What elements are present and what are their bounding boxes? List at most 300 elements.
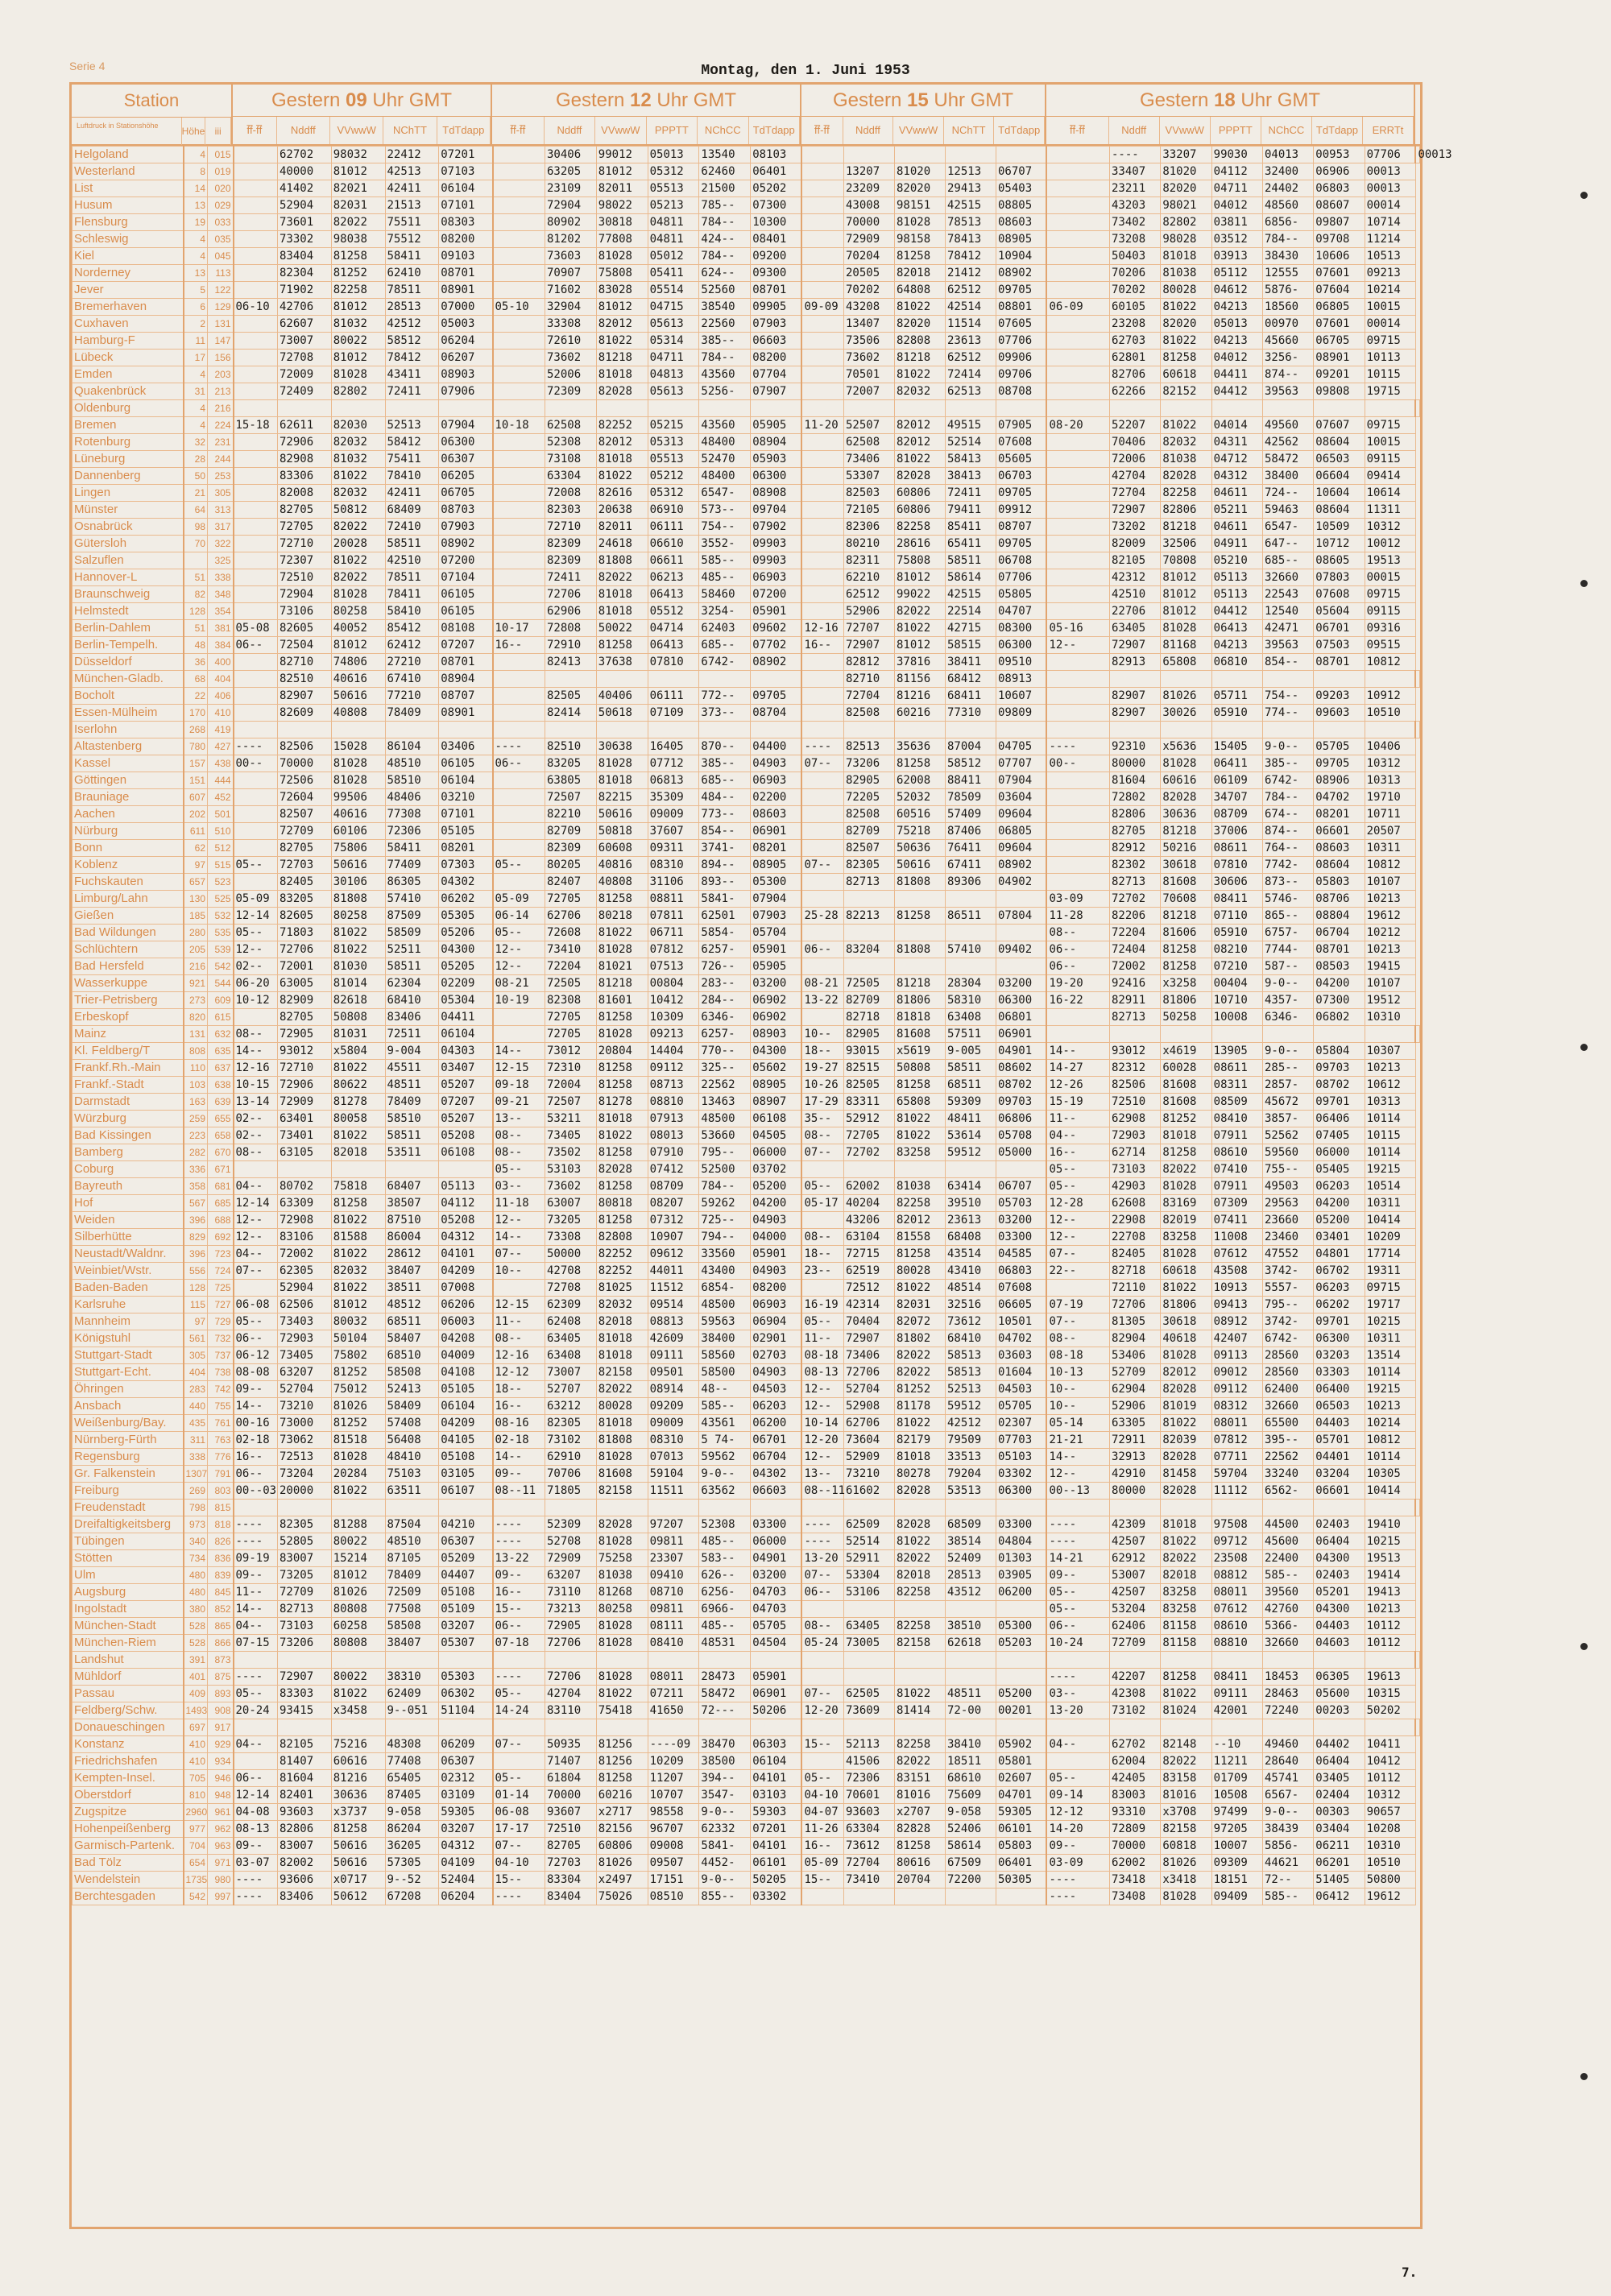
- observation-cell: 52562: [1262, 1127, 1313, 1144]
- observation-cell: 81608: [1161, 874, 1211, 891]
- observation-cell: 82022: [1161, 1753, 1211, 1770]
- observation-cell: [234, 468, 278, 485]
- observation-cell: 08604: [1314, 434, 1365, 451]
- observation-cell: 81258: [596, 891, 648, 908]
- station-height: 528: [184, 1635, 208, 1652]
- observation-cell: 58512: [385, 333, 439, 350]
- subcolumn-header: NChTT: [944, 117, 995, 144]
- station-height: 268: [184, 722, 208, 738]
- observation-cell: 57408: [385, 1415, 439, 1432]
- observation-cell: 08906: [1314, 772, 1365, 789]
- observation-cell: 72705: [843, 1127, 894, 1144]
- observation-cell: 93012: [1109, 1043, 1160, 1060]
- observation-cell: [1046, 1009, 1109, 1026]
- observation-cell: 12-14: [234, 908, 278, 925]
- station-height: 51: [184, 620, 208, 637]
- observation-cell: 04-10: [493, 1855, 545, 1872]
- observation-cell: 57305: [385, 1855, 439, 1872]
- observation-cell: 48500: [699, 1297, 751, 1313]
- observation-cell: 58409: [385, 1398, 439, 1415]
- observation-cell: 09706: [996, 366, 1046, 383]
- observation-cell: 79204: [945, 1466, 996, 1483]
- observation-cell: 98151: [894, 197, 945, 214]
- subcolumn-header: TdTdapp: [749, 117, 800, 144]
- station-name: Hannover-L: [72, 569, 184, 586]
- observation-cell: 81012: [1161, 603, 1211, 620]
- observation-cell: 9-0--: [1262, 975, 1313, 992]
- observation-cell: 13-22: [493, 1550, 545, 1567]
- observation-cell: 07903: [751, 316, 802, 333]
- observation-cell: [1211, 1500, 1262, 1516]
- observation-cell: 15214: [331, 1550, 385, 1567]
- station-index: 917: [208, 1719, 234, 1736]
- observation-cell: [439, 1652, 493, 1669]
- observation-cell: 12513: [945, 163, 996, 180]
- observation-cell: 82713: [278, 1601, 332, 1618]
- observation-cell: [801, 451, 843, 468]
- observation-cell: [278, 1161, 332, 1178]
- observation-cell: 08--: [801, 1127, 843, 1144]
- observation-cell: [234, 536, 278, 552]
- observation-cell: 63408: [545, 1347, 597, 1364]
- observation-cell: 09704: [751, 502, 802, 519]
- observation-cell: 87509: [385, 908, 439, 925]
- observation-cell: 04--: [1046, 1127, 1109, 1144]
- station-index: 946: [208, 1770, 234, 1787]
- observation-cell: 04402: [1314, 1736, 1365, 1753]
- observation-cell: 12-16: [234, 1060, 278, 1077]
- observation-cell: 09--: [1046, 1838, 1109, 1855]
- observation-cell: 09113: [1211, 1347, 1262, 1364]
- observation-cell: 81018: [596, 1111, 648, 1127]
- station-height: 358: [184, 1178, 208, 1195]
- observation-cell: 05300: [996, 1618, 1046, 1635]
- observation-cell: 10513: [1365, 248, 1415, 265]
- observation-cell: 06305: [1314, 1669, 1365, 1686]
- observation-cell: 09-14: [1046, 1787, 1109, 1804]
- observation-cell: 05303: [439, 1669, 493, 1686]
- observation-cell: [234, 400, 278, 417]
- observation-cell: 784--: [1262, 231, 1313, 248]
- observation-cell: 82258: [331, 282, 385, 299]
- observation-cell: 13--: [493, 1111, 545, 1127]
- observation-cell: 00--03: [234, 1483, 278, 1500]
- observation-cell: 06910: [648, 502, 699, 519]
- observation-cell: 41402: [278, 180, 332, 197]
- station-row: [72, 1127, 1420, 1144]
- observation-cell: 05--: [493, 1770, 545, 1787]
- observation-cell: 73204: [278, 1466, 332, 1483]
- observation-cell: 38439: [1262, 1821, 1313, 1838]
- station-row: [72, 569, 1420, 586]
- observation-cell: 06307: [439, 1533, 493, 1550]
- observation-cell: 52514: [843, 1533, 894, 1550]
- observation-cell: [648, 1719, 699, 1736]
- observation-cell: 81258: [894, 908, 945, 925]
- station-height: 14: [184, 180, 208, 197]
- observation-cell: 72504: [278, 637, 332, 654]
- observation-cell: 02403: [1314, 1516, 1365, 1533]
- observation-cell: 81178: [894, 1398, 945, 1415]
- station-name: Brauniage: [72, 789, 184, 806]
- station-index: 961: [208, 1804, 234, 1821]
- observation-cell: 81022: [596, 468, 648, 485]
- observation-cell: 23209: [843, 180, 894, 197]
- observation-cell: 81028: [1161, 1889, 1211, 1905]
- station-height: 269: [184, 1483, 208, 1500]
- observation-cell: 01303: [996, 1550, 1046, 1567]
- observation-cell: 485--: [699, 1533, 751, 1550]
- observation-cell: 82507: [278, 806, 332, 823]
- observation-cell: 08902: [996, 265, 1046, 282]
- observation-cell: 83028: [596, 282, 648, 299]
- observation-cell: [801, 705, 843, 722]
- time-group-title: Gestern 12 Uhr GMT: [492, 85, 801, 117]
- observation-cell: 3552-: [699, 536, 751, 552]
- observation-cell: 82718: [843, 1009, 894, 1026]
- observation-cell: 33240: [1262, 1466, 1313, 1483]
- observation-cell: 30106: [331, 874, 385, 891]
- observation-cell: 82508: [843, 806, 894, 823]
- observation-cell: 14-20: [1046, 1821, 1109, 1838]
- observation-cell: 16--: [1046, 1144, 1109, 1161]
- observation-cell: 38310: [385, 1669, 439, 1686]
- observation-cell: 62304: [385, 975, 439, 992]
- observation-cell: 75806: [331, 840, 385, 857]
- observation-cell: 82018: [1161, 1567, 1211, 1584]
- observation-cell: 14--: [1046, 1043, 1109, 1060]
- observation-cell: [234, 197, 278, 214]
- station-name: Bad Kissingen: [72, 1127, 184, 1144]
- observation-cell: 70202: [843, 282, 894, 299]
- observation-cell: 62912: [1109, 1550, 1160, 1567]
- observation-cell: 82012: [596, 434, 648, 451]
- observation-cell: 05108: [439, 1584, 493, 1601]
- station-name: Altastenberg: [72, 738, 184, 755]
- observation-cell: 22562: [699, 1077, 751, 1094]
- observation-cell: 88411: [945, 772, 996, 789]
- observation-cell: 07608: [996, 1280, 1046, 1297]
- observation-cell: 72240: [1262, 1702, 1313, 1719]
- observation-cell: 70608: [1161, 891, 1211, 908]
- observation-cell: 75258: [596, 1550, 648, 1567]
- observation-cell: 04811: [648, 214, 699, 231]
- observation-cell: [751, 400, 802, 417]
- observation-cell: 08805: [996, 197, 1046, 214]
- observation-cell: [1046, 1719, 1109, 1736]
- observation-cell: 73604: [843, 1432, 894, 1449]
- observation-cell: 10112: [1365, 1770, 1415, 1787]
- observation-cell: 3742-: [1262, 1313, 1313, 1330]
- observation-cell: 06111: [648, 519, 699, 536]
- observation-cell: 82905: [843, 772, 894, 789]
- observation-cell: 58513: [945, 1364, 996, 1381]
- observation-cell: 52514: [945, 434, 996, 451]
- observation-cell: 6257-: [699, 941, 751, 958]
- observation-cell: 81022: [331, 468, 385, 485]
- observation-cell: 05013: [1211, 316, 1262, 333]
- observation-cell: 10612: [1365, 1077, 1415, 1094]
- observation-cell: [1046, 502, 1109, 519]
- subcolumn-header: NChTT: [383, 117, 437, 144]
- observation-cell: [1046, 1500, 1109, 1516]
- station-row: [72, 620, 1420, 637]
- observation-cell: [1415, 1652, 1419, 1669]
- observation-cell: 81022: [1161, 1686, 1211, 1702]
- station-name: Tübingen: [72, 1533, 184, 1550]
- observation-cell: 73103: [1109, 1161, 1160, 1178]
- station-index: 615: [208, 1009, 234, 1026]
- observation-cell: 72802: [1109, 789, 1160, 806]
- observation-cell: 42708: [545, 1263, 597, 1280]
- station-index: 427: [208, 738, 234, 755]
- observation-cell: 81012: [331, 350, 385, 366]
- observation-cell: 50636: [894, 840, 945, 857]
- observation-cell: 68410: [945, 1330, 996, 1347]
- observation-cell: 05108: [439, 1449, 493, 1466]
- observation-cell: 72310: [545, 1060, 597, 1077]
- observation-cell: ----: [234, 1533, 278, 1550]
- observation-cell: 585--: [1262, 1567, 1313, 1584]
- observation-cell: 82032: [331, 1263, 385, 1280]
- observation-cell: 21500: [699, 180, 751, 197]
- observation-cell: 02-18: [493, 1432, 545, 1449]
- observation-cell: 82907: [278, 688, 332, 705]
- observation-cell: ----: [234, 738, 278, 755]
- observation-cell: 81518: [331, 1432, 385, 1449]
- observation-cell: 32660: [1262, 1398, 1313, 1415]
- station-height: 4: [184, 248, 208, 265]
- observation-cell: 10-19: [493, 992, 545, 1009]
- observation-cell: 81252: [331, 1415, 385, 1432]
- observation-cell: [278, 722, 332, 738]
- observation-cell: 08--: [234, 1026, 278, 1043]
- observation-cell: [1046, 857, 1109, 874]
- observation-cell: 03207: [439, 1618, 493, 1635]
- observation-cell: 81022: [331, 1686, 385, 1702]
- observation-cell: 81806: [894, 992, 945, 1009]
- observation-cell: [385, 1719, 439, 1736]
- observation-cell: 73401: [278, 1127, 332, 1144]
- observation-cell: 10311: [1365, 840, 1415, 857]
- observation-cell: ----: [493, 1516, 545, 1533]
- observation-cell: 10-14: [801, 1415, 843, 1432]
- observation-cell: 73210: [843, 1466, 894, 1483]
- observation-cell: 21513: [385, 197, 439, 214]
- observation-cell: 08605: [1314, 552, 1365, 569]
- observation-cell: 87510: [385, 1212, 439, 1229]
- observation-cell: 12-14: [234, 1787, 278, 1804]
- observation-cell: 02703: [751, 1347, 802, 1364]
- observation-cell: 73213: [545, 1601, 597, 1618]
- observation-cell: 09-18: [493, 1077, 545, 1094]
- observation-cell: 78509: [945, 789, 996, 806]
- observation-cell: 62607: [278, 316, 332, 333]
- observation-cell: [234, 163, 278, 180]
- station-index: 131: [208, 316, 234, 333]
- observation-cell: 81014: [331, 975, 385, 992]
- observation-cell: 07803: [1314, 569, 1365, 586]
- observation-cell: 60106: [331, 823, 385, 840]
- observation-cell: 06108: [751, 1111, 802, 1127]
- observation-cell: 81012: [596, 163, 648, 180]
- observation-cell: 07810: [1211, 857, 1262, 874]
- observation-cell: [493, 502, 545, 519]
- observation-cell: 39563: [1262, 637, 1313, 654]
- observation-cell: 82022: [894, 1753, 945, 1770]
- observation-cell: 16--: [493, 1398, 545, 1415]
- station-row: [72, 316, 1420, 333]
- observation-cell: 06-14: [493, 908, 545, 925]
- observation-cell: 30636: [1161, 806, 1211, 823]
- station-index: 020: [208, 180, 234, 197]
- station-index: 738: [208, 1364, 234, 1381]
- observation-cell: 764--: [1262, 840, 1313, 857]
- observation-cell: 78409: [385, 1094, 439, 1111]
- observation-cell: [1046, 333, 1109, 350]
- observation-cell: [493, 1719, 545, 1736]
- observation-cell: 03302: [996, 1466, 1046, 1483]
- observation-cell: 82022: [894, 1364, 945, 1381]
- station-index: 818: [208, 1516, 234, 1533]
- station-height: 31: [184, 383, 208, 400]
- observation-cell: 72907: [1109, 637, 1160, 654]
- observation-cell: 38407: [385, 1263, 439, 1280]
- observation-cell: 30818: [596, 214, 648, 231]
- observation-cell: 19-27: [801, 1060, 843, 1077]
- observation-cell: 58500: [699, 1364, 751, 1381]
- observation-cell: 07608: [996, 434, 1046, 451]
- observation-cell: [234, 214, 278, 231]
- observation-cell: 09--: [1046, 1567, 1109, 1584]
- station-index: 501: [208, 806, 234, 823]
- observation-cell: 53103: [545, 1161, 597, 1178]
- observation-cell: 03401: [1314, 1229, 1365, 1246]
- observation-cell: 784--: [699, 1178, 751, 1195]
- observation-cell: 82828: [894, 1821, 945, 1838]
- observation-cell: 72409: [278, 383, 332, 400]
- observation-cell: 81028: [1161, 620, 1211, 637]
- observation-cell: 83406: [385, 1009, 439, 1026]
- station-index: 980: [208, 1872, 234, 1889]
- observation-cell: 81218: [1161, 823, 1211, 840]
- observation-cell: 62409: [385, 1686, 439, 1702]
- observation-cell: [234, 350, 278, 366]
- observation-cell: 10114: [1365, 1111, 1415, 1127]
- observation-cell: [1046, 806, 1109, 823]
- observation-cell: 53211: [545, 1111, 597, 1127]
- observation-cell: 12-12: [1046, 1804, 1109, 1821]
- observation-cell: 73103: [278, 1618, 332, 1635]
- observation-cell: 09510: [996, 654, 1046, 671]
- observation-cell: [1262, 722, 1313, 738]
- observation-cell: 72906: [278, 1077, 332, 1094]
- observation-cell: 81012: [331, 163, 385, 180]
- observation-cell: 72708: [545, 1280, 597, 1297]
- observation-cell: 72907: [1109, 502, 1160, 519]
- observation-cell: 14-24: [493, 1702, 545, 1719]
- observation-cell: 50403: [1109, 248, 1160, 265]
- observation-cell: 725--: [699, 1212, 751, 1229]
- observation-cell: 72309: [545, 383, 597, 400]
- observation-cell: 06--: [493, 1618, 545, 1635]
- observation-cell: 13540: [699, 147, 751, 163]
- observation-cell: 82405: [278, 874, 332, 891]
- observation-cell: [699, 1500, 751, 1516]
- observation-cell: 09-21: [493, 1094, 545, 1111]
- observation-cell: 17-29: [801, 1094, 843, 1111]
- observation-cell: 58411: [385, 248, 439, 265]
- observation-cell: [1046, 1280, 1109, 1297]
- observation-cell: 03200: [996, 1212, 1046, 1229]
- observation-cell: 82705: [278, 502, 332, 519]
- observation-cell: 59305: [996, 1804, 1046, 1821]
- observation-cell: 81019: [1161, 1398, 1211, 1415]
- station-index: 632: [208, 1026, 234, 1043]
- observation-cell: 81012: [331, 1567, 385, 1584]
- observation-cell: [493, 722, 545, 738]
- observation-cell: 10514: [1365, 1178, 1415, 1195]
- observation-cell: 04-10: [801, 1787, 843, 1804]
- observation-cell: 73205: [278, 1567, 332, 1584]
- observation-cell: 325--: [699, 1060, 751, 1077]
- station-height: 340: [184, 1533, 208, 1550]
- observation-cell: 50206: [751, 1702, 802, 1719]
- observation-cell: [801, 688, 843, 705]
- station-index: 542: [208, 958, 234, 975]
- observation-cell: 82407: [545, 874, 597, 891]
- observation-cell: 73602: [843, 350, 894, 366]
- station-name: Osnabrück: [72, 519, 184, 536]
- station-height: 170: [184, 705, 208, 722]
- observation-cell: 82028: [596, 1161, 648, 1178]
- observation-cell: 10414: [1365, 1483, 1415, 1500]
- observation-cell: 04112: [1211, 163, 1262, 180]
- observation-cell: x2497: [596, 1872, 648, 1889]
- observation-cell: 81022: [331, 1060, 385, 1077]
- station-name: Helmstedt: [72, 603, 184, 620]
- station-height: 921: [184, 975, 208, 992]
- observation-cell: 485--: [699, 569, 751, 586]
- station-height: 977: [184, 1821, 208, 1838]
- station-row: [72, 1618, 1420, 1635]
- observation-cell: 82503: [843, 485, 894, 502]
- observation-cell: 06104: [751, 1753, 802, 1770]
- observation-cell: [234, 569, 278, 586]
- observation-cell: 20638: [596, 502, 648, 519]
- observation-cell: 72706: [278, 941, 332, 958]
- observation-cell: 60258: [331, 1618, 385, 1635]
- observation-cell: 16--: [801, 637, 843, 654]
- observation-cell: 09912: [996, 502, 1046, 519]
- observation-cell: 08410: [648, 1635, 699, 1652]
- observation-cell: 23460: [1262, 1229, 1313, 1246]
- station-name: Kiel: [72, 248, 184, 265]
- observation-cell: 81022: [596, 925, 648, 941]
- observation-cell: 42471: [1262, 620, 1313, 637]
- observation-cell: 08201: [751, 840, 802, 857]
- observation-cell: 58614: [945, 1838, 996, 1855]
- station-name: Mannheim: [72, 1313, 184, 1330]
- observation-cell: 81022: [894, 366, 945, 383]
- observation-cell: 05215: [648, 417, 699, 434]
- observation-cell: 49515: [945, 417, 996, 434]
- observation-cell: 08902: [996, 857, 1046, 874]
- observation-cell: [801, 569, 843, 586]
- observation-cell: 03200: [751, 1567, 802, 1584]
- station-height: 4: [184, 366, 208, 383]
- observation-cell: 23307: [648, 1550, 699, 1567]
